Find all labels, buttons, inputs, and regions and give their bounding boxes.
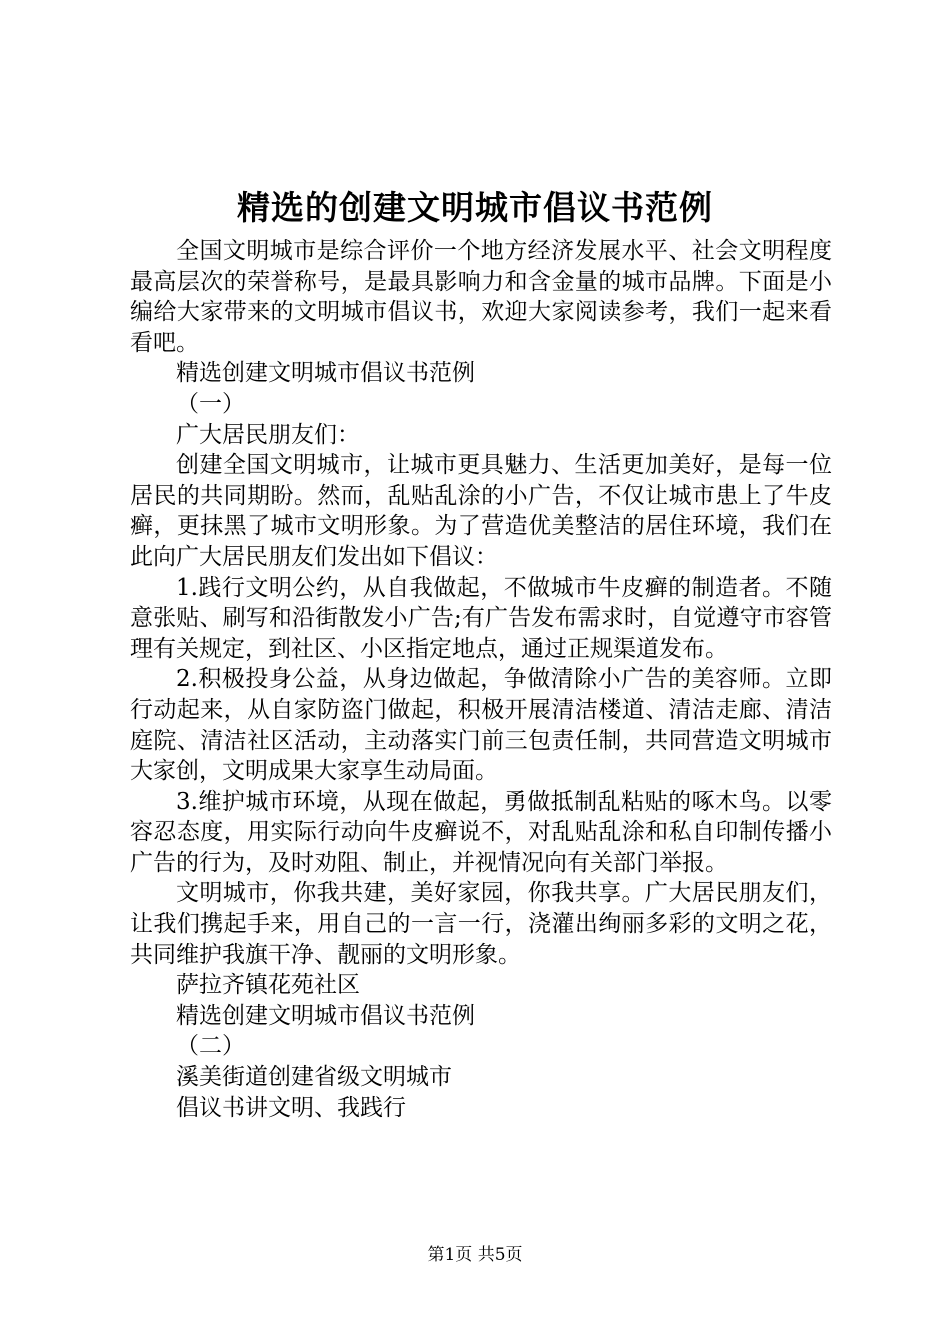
paragraph-item-3: 3.维护城市环境，从现在做起，勇做抵制乱粘贴的啄木鸟。以零容忍态度，用实际行动向牛皮癣说不，对乱贴乱涂和私自印制传播小广告的行为，及时劝阻、制止，并视情况向有关部门举报。 [130, 788, 832, 876]
paragraph-item-1: 1.践行文明公约，从自我做起，不做城市牛皮癣的制造者。不随意张贴、刷写和沿街散发小广告;有广告发布需求时，自觉遵守市容管理有关规定，到社区、小区指定地点，通过正规渠道发布。 [130, 574, 832, 662]
paragraph-section-2: （二） [176, 1033, 245, 1060]
document-title: 精选的创建文明城市倡议书范例 [237, 188, 713, 227]
paragraph-section-1: （一） [176, 390, 245, 417]
page-footer: 第1页 共5页 [427, 1245, 523, 1265]
paragraph-intro: 全国文明城市是综合评价一个地方经济发展水平、社会文明程度最高层次的荣誉称号，是最具影响力和含金量的城市品牌。下面是小编给大家带来的文明城市倡议书，欢迎大家阅读参考，我们一起来看看吧。 [130, 238, 832, 356]
paragraph-subtitle-1: 精选创建文明城市倡议书范例 [176, 360, 475, 387]
paragraph-signature: 萨拉齐镇花苑社区 [176, 972, 360, 999]
paragraph-item-2: 2.积极投身公益，从身边做起，争做清除小广告的美容师。立即行动起来，从自家防盗门做起，积极开展清洁楼道、清洁走廊、清洁庭院、清洁社区活动，主动落实门前三包责任制，共同营造文明城市大家创，文明成果大家享生动局面。 [130, 666, 832, 785]
paragraph-subtitle-2: 精选创建文明城市倡议书范例 [176, 1002, 475, 1029]
paragraph-body-1: 创建全国文明城市，让城市更具魅力、生活更加美好，是每一位居民的共同期盼。然而，乱贴乱涂的小广告，不仅让城市患上了牛皮癣，更抹黑了城市文明形象。为了营造优美整洁的居住环境，我们在此向广大居民朋友们发出如下倡议： [130, 452, 832, 570]
paragraph-closing: 文明城市，你我共建，美好家园，你我共享。广大居民朋友们，让我们携起手来，用自己的一言一行，浇灌出绚丽多彩的文明之花，共同维护我旗干净、靓丽的文明形象。 [130, 880, 832, 968]
paragraph-heading-2a: 溪美街道创建省级文明城市 [176, 1064, 452, 1091]
paragraph-heading-2b: 倡议书讲文明、我践行 [176, 1094, 406, 1121]
paragraph-salutation: 广大居民朋友们： [176, 421, 360, 448]
document-body [130, 236, 832, 1123]
